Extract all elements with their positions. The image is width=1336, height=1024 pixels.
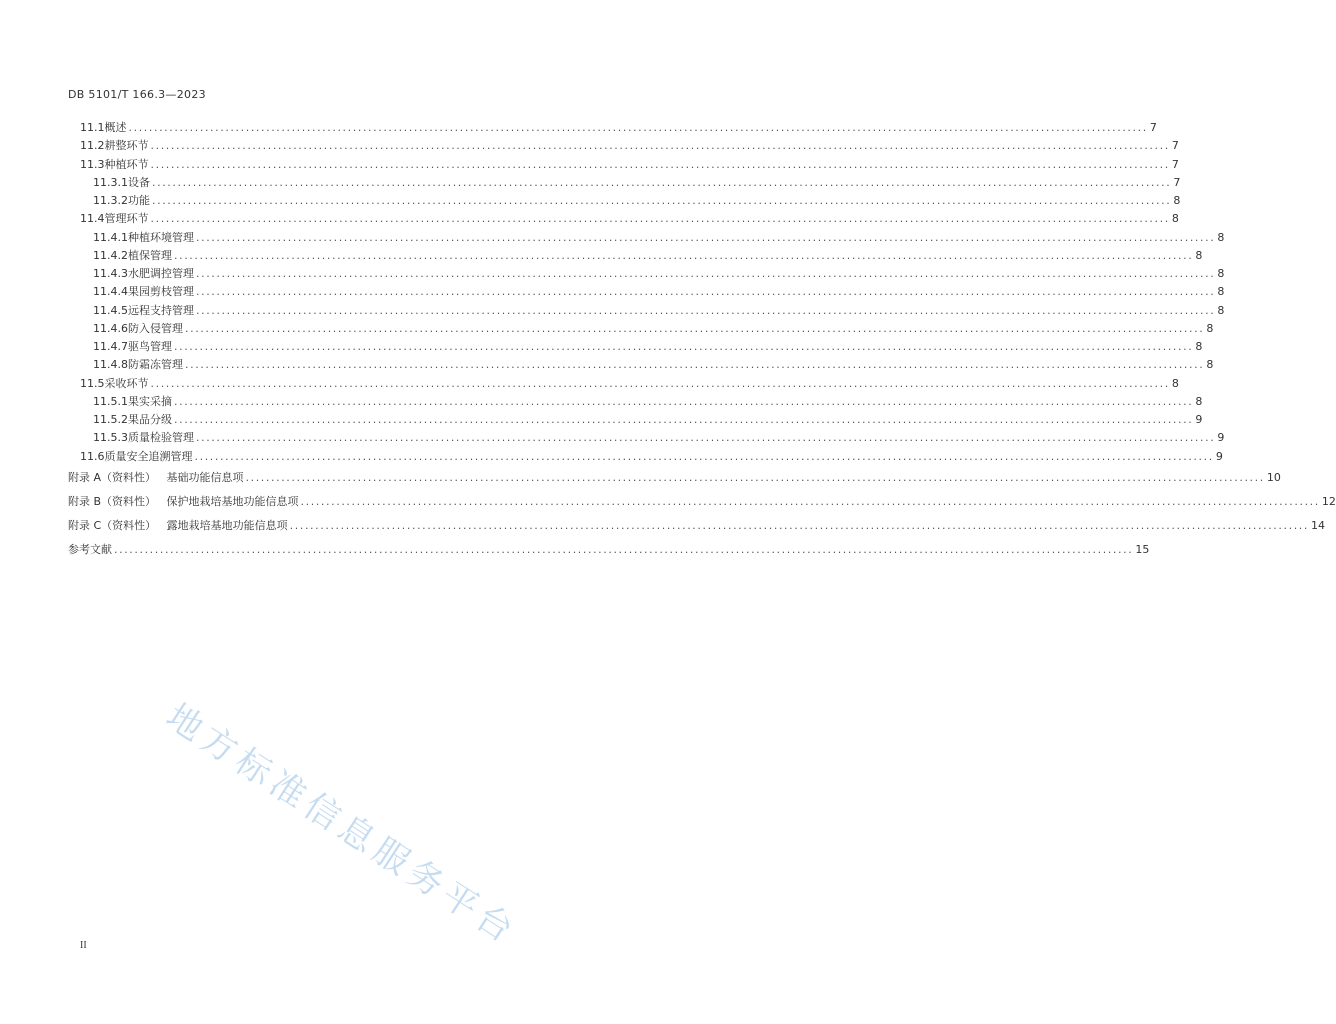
toc-entry-number: 11.4.3 <box>93 267 128 280</box>
toc-entry[interactable] <box>0 514 1325 538</box>
toc-entry[interactable] <box>0 490 1336 514</box>
page-number: II <box>80 940 87 951</box>
toc-entry-page: 8 <box>1195 340 1203 353</box>
toc-leader-dots: ........................................................................................................................................................................................................ <box>150 212 1170 226</box>
toc-leader-dots: ........................................................................................................................................................................................................ <box>196 303 1216 317</box>
toc-entry-number: 11.4.1 <box>93 230 128 244</box>
toc-entry[interactable] <box>0 192 1181 210</box>
toc-entry-number: 11.2 <box>80 139 105 153</box>
toc-entry-title: 附录 C（资料性） 露地栽培基地功能信息项 <box>68 518 288 532</box>
toc-entry-page: 8 <box>1217 230 1225 244</box>
toc-entry-page: 9 <box>1195 413 1203 426</box>
toc-entry-number: 11.4.5 <box>93 303 128 317</box>
toc-entry-title: 果园剪枝管理 <box>128 285 194 299</box>
toc-entry[interactable] <box>0 393 1203 411</box>
toc-entry-page: 7 <box>1173 175 1181 189</box>
toc-entry-page: 9 <box>1217 431 1225 445</box>
toc-entry[interactable] <box>0 538 1150 562</box>
toc-entry-title: 附录 A（资料性） 基础功能信息项 <box>68 470 244 484</box>
toc-entry-title: 防霜冻管理 <box>128 358 183 372</box>
toc-entry-title: 种植环境管理 <box>128 230 194 244</box>
toc-entry-number: 11.4.6 <box>93 321 128 335</box>
toc-entry[interactable] <box>0 247 1203 265</box>
toc-entry[interactable] <box>0 466 1281 490</box>
toc-entry-page: 8 <box>1171 376 1179 390</box>
toc-entry[interactable] <box>0 448 1223 466</box>
toc-leader-dots: ........................................................................................................................................................................................................ <box>196 230 1216 244</box>
toc-entry-title: 管理环节 <box>104 212 149 226</box>
toc-entry-page: 9 <box>1215 449 1223 463</box>
toc-entry-page: 8 <box>1195 248 1203 262</box>
toc-entry-title: 果实采摘 <box>128 394 172 408</box>
toc-entry[interactable] <box>0 411 1203 429</box>
toc-entry-number: 11.5 <box>80 376 105 390</box>
toc-entry-page: 8 <box>1206 321 1214 335</box>
watermark: 地方标准信息服务平台 <box>158 696 525 954</box>
toc-entry-number: 11.3.1 <box>93 175 128 189</box>
toc-leader-dots: ........................................................................................................................................................................................................ <box>152 194 1172 207</box>
toc-entry-number: 11.6 <box>80 449 105 463</box>
toc-entry[interactable] <box>0 174 1181 192</box>
toc-leader-dots: ........................................................................................................................................................................................................ <box>150 139 1170 153</box>
toc-entry-page: 7 <box>1171 157 1179 171</box>
toc-entry-number: 11.4.4 <box>93 285 128 299</box>
toc-leader-dots: ........................................................................................................................................................................................................ <box>114 542 1134 556</box>
toc-entry-page: 8 <box>1217 267 1225 280</box>
toc-leader-dots: ........................................................................................................................................................................................................ <box>174 340 1194 353</box>
toc-entry[interactable] <box>0 283 1225 301</box>
toc-entry-number: 11.5.2 <box>93 413 128 426</box>
toc-entry-title: 质量检验管理 <box>128 431 194 445</box>
toc-entry-title: 驱鸟管理 <box>128 340 172 353</box>
toc-entry[interactable] <box>0 265 1225 283</box>
toc-entry-title: 参考文献 <box>68 542 112 556</box>
toc-entry-number: 11.4 <box>80 212 105 226</box>
toc-leader-dots: ........................................................................................................................................................................................................ <box>289 518 1309 532</box>
toc-entry-number: 11.3.2 <box>93 194 128 207</box>
toc-entry-title: 附录 B（资料性） 保护地栽培基地功能信息项 <box>68 494 299 508</box>
toc-entry-page: 10 <box>1266 470 1281 484</box>
toc-entry-title: 水肥调控管理 <box>128 267 194 280</box>
document-code: DB 5101/T 166.3—2023 <box>68 88 206 101</box>
toc-entry-title: 采收环节 <box>104 376 149 390</box>
toc-entry[interactable] <box>0 320 1214 338</box>
toc-entry-number: 11.5.1 <box>93 394 128 408</box>
toc-leader-dots: ........................................................................................................................................................................................................ <box>245 470 1265 484</box>
toc-entry-page: 14 <box>1311 518 1325 532</box>
toc-entry-page: 8 <box>1206 358 1214 372</box>
toc-leader-dots: ........................................................................................................................................................................................................ <box>150 376 1170 390</box>
toc-entry-page: 12 <box>1321 494 1336 508</box>
toc-entry[interactable] <box>0 156 1179 174</box>
toc-entry[interactable] <box>0 356 1214 374</box>
toc-entry-number: 11.4.2 <box>93 248 128 262</box>
toc-entry[interactable] <box>0 119 1157 137</box>
toc-leader-dots: ........................................................................................................................................................................................................ <box>196 431 1216 445</box>
toc-leader-dots: ........................................................................................................................................................................................................ <box>174 248 1194 262</box>
toc-entry-page: 8 <box>1217 285 1225 299</box>
toc-entry[interactable] <box>0 302 1225 320</box>
toc-entry-page: 8 <box>1173 194 1181 207</box>
toc-leader-dots: ........................................................................................................................................................................................................ <box>196 285 1216 299</box>
toc-entry-number: 11.4.8 <box>93 358 128 372</box>
toc-leader-dots: ........................................................................................................................................................................................................ <box>152 175 1172 189</box>
toc-leader-dots: ........................................................................................................................................................................................................ <box>174 413 1194 426</box>
toc-leader-dots: ........................................................................................................................................................................................................ <box>194 449 1214 463</box>
toc-entry-title: 设备 <box>128 175 150 189</box>
toc-leader-dots: ........................................................................................................................................................................................................ <box>196 267 1216 280</box>
toc-entry-page: 8 <box>1195 394 1203 408</box>
toc-entry[interactable] <box>0 375 1179 393</box>
toc-entry[interactable] <box>0 229 1225 247</box>
toc-entry-page: 8 <box>1171 212 1179 226</box>
toc-entry[interactable] <box>0 210 1179 228</box>
toc-entry-page: 8 <box>1217 303 1225 317</box>
toc-entry-title: 质量安全追溯管理 <box>104 449 193 463</box>
toc-entry-title: 果品分级 <box>128 413 172 426</box>
toc-entry-number: 11.3 <box>80 157 105 171</box>
toc-entry-title: 防入侵管理 <box>128 321 183 335</box>
toc-leader-dots: ........................................................................................................................................................................................................ <box>300 494 1320 508</box>
toc-entry-number: 11.1 <box>80 121 105 134</box>
toc-entry-page: 7 <box>1149 121 1157 134</box>
toc-entry[interactable] <box>0 338 1203 356</box>
toc-leader-dots: ........................................................................................................................................................................................................ <box>150 157 1170 171</box>
toc-entry-number: 11.4.7 <box>93 340 128 353</box>
toc-entry[interactable] <box>0 137 1179 155</box>
toc-entry-title: 概述 <box>104 121 127 134</box>
toc-leader-dots: ........................................................................................................................................................................................................ <box>174 394 1194 408</box>
toc-leader-dots: ........................................................................................................................................................................................................ <box>185 358 1205 372</box>
toc-entry-title: 远程支持管理 <box>128 303 194 317</box>
toc-leader-dots: ........................................................................................................................................................................................................ <box>128 121 1148 134</box>
toc-entry[interactable] <box>0 429 1225 447</box>
toc-entry-title: 种植环节 <box>104 157 149 171</box>
toc-leader-dots: ........................................................................................................................................................................................................ <box>185 321 1205 335</box>
table-of-contents <box>0 119 1336 562</box>
toc-entry-page: 15 <box>1135 542 1150 556</box>
toc-entry-title: 功能 <box>128 194 150 207</box>
toc-entry-title: 耕整环节 <box>104 139 149 153</box>
toc-entry-page: 7 <box>1171 139 1179 153</box>
toc-entry-title: 植保管理 <box>128 248 172 262</box>
toc-entry-number: 11.5.3 <box>93 431 128 445</box>
